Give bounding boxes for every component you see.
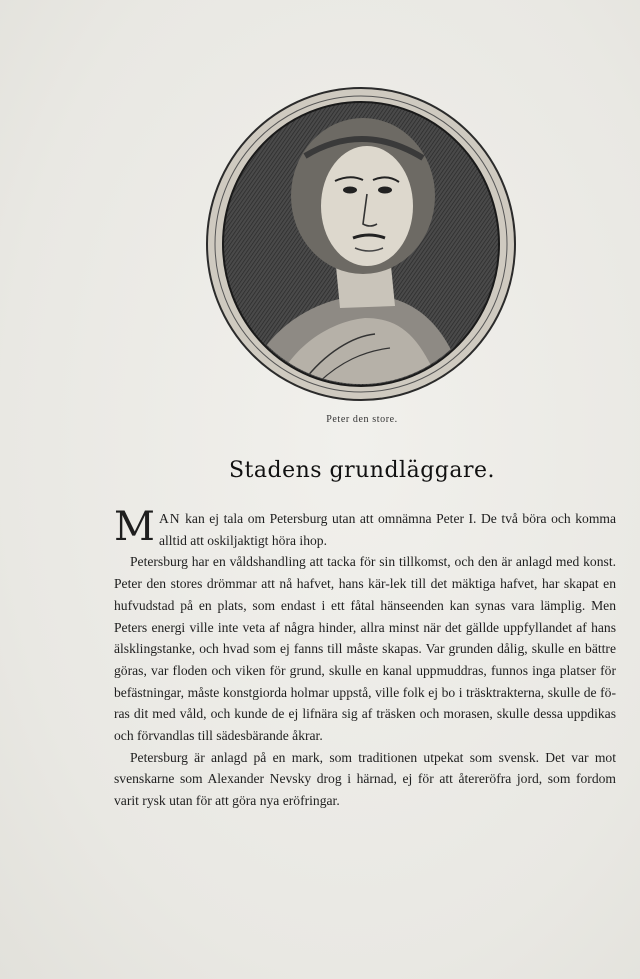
paragraph-1 — [114, 504, 616, 551]
portrait-medallion — [205, 86, 517, 402]
drop-cap: M — [114, 504, 155, 550]
portrait-caption: Peter den store. — [326, 414, 398, 425]
paragraph-1-text: kan ej tala om Petersburg utan att omnämna Peter I. De två böra och komma alltid att oskiljaktigt höra ihop. — [158, 511, 616, 548]
body-text — [114, 504, 616, 812]
chapter-heading: Stadens grundläggare. — [228, 458, 496, 483]
paragraph-3: Petersburg är anlagd på en mark, som traditionen utpekat som svensk. Det var mot svenskarne som Alexander Nevsky drog i härnad, ej för att återeröfra jord, som fordom varit rysk utan för att göra nya eröfringar. — [114, 749, 616, 809]
opening-caps: AN — [158, 511, 181, 526]
paragraph-2: Petersburg har en våldshandling att tacka för sin tillkomst, och den är anlagd med konst. Peter den stores drömmar att nå hafvet, hans kär-lek till det mäktiga hafvet, har skapat en hufvudstad på en plats, som endast i ett fåtal hänseenden kan synas vara lämplig. Men Peters energi ville inte veta af några hinder, allra minst när det gällde uppfyllandet af hans älsklingstanke, och hvad som ej fanns till måste skapas. Var grunden dålig, skulle en bättre göras, var floden och viken för grund, skulle en kanal uppmuddras, funnos inga platser för befästningar, måste konstgiorda holmar uppstå, ville folk ej bo i träsktrakterna, skulle de fö-ras dit med våld, och kunde de ej lifnära sig af träsken och morasen, skulle dessa uppdikas och förvandlas till sädesbärande åkrar. — [114, 554, 616, 744]
